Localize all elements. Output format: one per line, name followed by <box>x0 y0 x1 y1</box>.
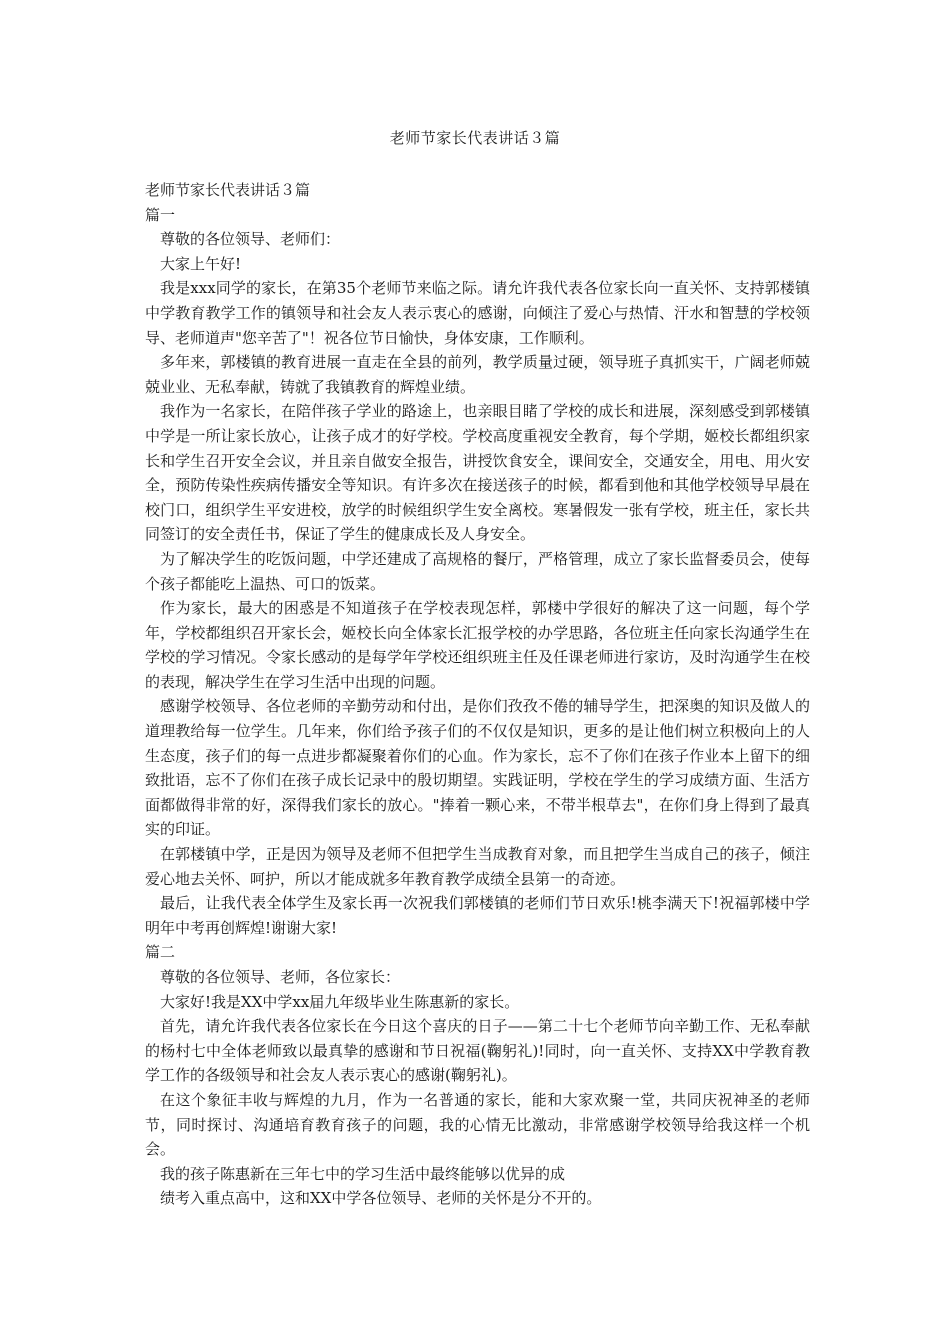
paragraph: 作为家长，最大的困惑是不知道孩子在学校表现怎样，郭楼中学很好的解决了这一问题，每个学年，学校都组织召开家长会，姬校长向全体家长汇报学校的办学思路，各位班主任向家长沟通学生在学校的学习情况。令家长感动的是每学年学校还组织班主任及任课老师进行家访，及时沟通学生在校的表现，解决学生在学习生活中出现的问题。 <box>145 599 810 691</box>
section-heading: 篇二 <box>145 943 176 962</box>
paragraph: 在这个象征丰收与辉煌的九月，作为一名普通的家长，能和大家欢聚一堂，共同庆祝神圣的老师节，同时探讨、沟通培育教育孩子的问题，我的心情无比激动，非常感谢学校领导给我这样一个机会。 <box>145 1090 810 1159</box>
document-body <box>145 178 810 1211</box>
section-heading: 篇一 <box>145 205 176 224</box>
paragraph: 尊敬的各位领导、老师们： <box>160 230 341 249</box>
paragraph: 老师节家长代表讲话３篇 <box>145 181 311 199</box>
document-title: 老师节家长代表讲话３篇 <box>389 129 561 147</box>
paragraph: 感谢学校领导、各位老师的辛勤劳动和付出，是你们孜孜不倦的辅导学生，把深奥的知识及做人的道理教给每一位学生。几年来，你们给予孩子们的不仅仅是知识，更多的是让他们树立积极向上的人生态度，孩子们的每一点进步都凝聚着你们的心血。作为家长，忘不了你们在孩子作业本上留下的细致批语，忘不了你们在孩子成长记录中的殷切期望。实践证明，学校在学生的学习成绩方面、生活方面都做得非常的好，深得我们家长的放心。"捧着一颗心来，不带半根草去"，在你们身上得到了最真实的印证。 <box>145 697 810 839</box>
paragraph: 大家好!我是XX中学xx届九年级毕业生陈惠新的家长。 <box>160 992 520 1011</box>
paragraph: 为了解决学生的吃饭问题，中学还建成了高规格的餐厅，严格管理，成立了家长监督委员会，使每个孩子都能吃上温热、可口的饭菜。 <box>145 549 810 593</box>
paragraph: 多年来，郭楼镇的教育进展一直走在全县的前列，教学质量过硬，领导班子真抓实干，广阔老师兢兢业业、无私奉献，铸就了我镇教育的辉煌业绩。 <box>145 353 810 396</box>
paragraph: 我是xxx同学的家长，在第35个老师节来临之际。请允许我代表各位家长向一直关怀、支持郭楼镇中学教育教学工作的镇领导和社会友人表示衷心的感谢，向倾注了爱心与热情、汗水和智慧的学校领导、老师道声"您辛苦了"！祝各位节日愉快，身体安康，工作顺利。 <box>145 279 810 347</box>
paragraph: 在郭楼镇中学，正是因为领导及老师不但把学生当成教育对象，而且把学生当成自己的孩子，倾注爱心地去关怀、呵护，所以才能成就多年教育教学成绩全县第一的奇迹。 <box>145 845 810 888</box>
paragraph: 首先，请允许我代表各位家长在今日这个喜庆的日子——第二十七个老师节向辛勤工作、无私奉献的杨村七中全体老师致以最真挚的感谢和节日祝福(鞠躬礼)!同时，向一直关怀、支持XX中学教育教学工作的各级领导和社会友人表示衷心的感谢(鞠躬礼)。 <box>145 1017 810 1085</box>
paragraph: 我的孩子陈惠新在三年七中的学习生活中最终能够以优异的成 <box>160 1164 566 1183</box>
paragraph: 最后，让我代表全体学生及家长再一次祝我们郭楼镇的老师们节日欢乐!桃李满天下!祝福郭楼中学明年中考再创辉煌!谢谢大家! <box>145 894 810 937</box>
paragraph: 我作为一名家长，在陪伴孩子学业的路途上，也亲眼目睹了学校的成长和进展，深刻感受到郭楼镇中学是一所让家长放心，让孩子成才的好学校。学校高度重视安全教育，每个学期，姬校长都组织家长和学生召开安全会议，并且亲自做安全报告，讲授饮食安全，课间安全，交通安全，用电、用火安全，预防传染性疾病传播安全等知识。有许多次在接送孩子的时候，都看到他和其他学校领导早晨在校门口，组织学生平安进校，放学的时候组织学生安全离校。寒暑假发一张有学校，班主任，家长共同签订的安全责任书，保证了学生的健康成长及人身安全。 <box>145 402 810 544</box>
paragraph: 尊敬的各位领导、老师，各位家长： <box>160 968 401 986</box>
paragraph: 大家上午好! <box>160 254 242 273</box>
paragraph: 绩考入重点高中，这和XX中学各位领导、老师的关怀是分不开的。 <box>160 1189 602 1208</box>
